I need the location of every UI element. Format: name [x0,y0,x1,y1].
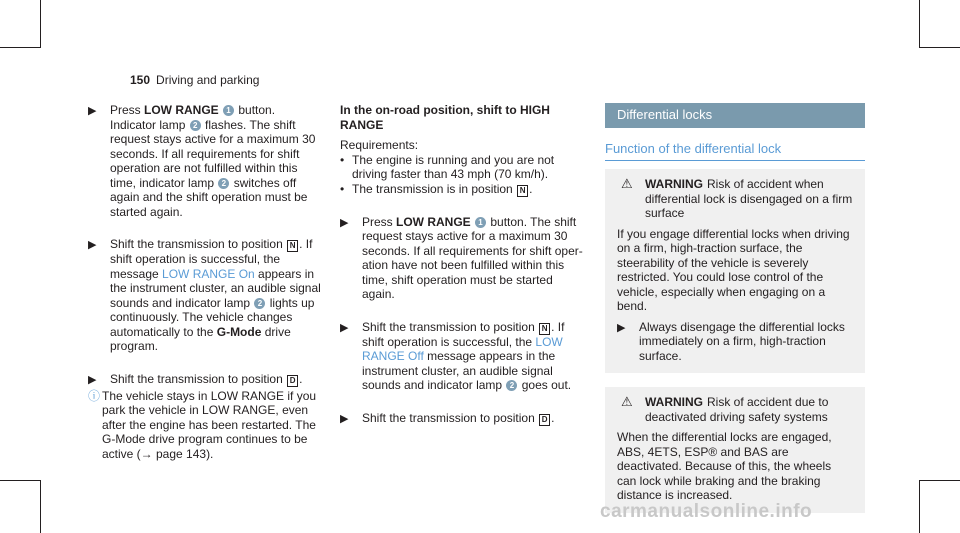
arrow-right-icon: ▶ [88,105,97,117]
gear-n-icon: N [517,185,528,197]
info-note: ⓘ The vehicle stays in LOW RANGE if you park the vehicle in LOW RANGE, even after the engine has been restarted. The G-Mode drive program continues to be active (→ page 143). [88,388,317,461]
gear-n-icon: N [287,240,298,252]
requirements-label: Requirements: [340,138,419,152]
section-title: Differential locks [605,103,865,128]
watermark[interactable]: carmanualsonline.info [600,501,813,522]
step-press-low-range: ▶ Press LOW RANGE 1 button. The shift request stays active for a maximum 30 seconds. If all requirements for shift operation have not been fulfilled within this time, shift operation must be started again. [340,214,583,301]
step-shift-drive: ▶ Shift the transmission to position D . [340,410,555,425]
column-1 [88,103,324,461]
warning-body: When the differential locks are engaged, ABS, 4ETS, ESP® and BAS are deactivated. Because of this, the wheels can lock while braking and the braking distance is increased. [617,430,832,502]
crop-mark [0,480,41,481]
crop-mark [40,0,41,48]
page-header [130,73,259,88]
crop-mark [40,480,41,533]
arrow-right-icon: ▶ [340,216,349,229]
warning-action: ▶ Always disengage the differential locks immediately on a firm, high-traction surface. [617,319,845,363]
info-icon: ⓘ [88,388,101,403]
step-shift-drive: ▶ Shift the transmission to position D . [88,371,303,386]
crop-mark [919,480,920,533]
arrow-right-icon: ▶ [88,239,97,251]
callout-number: 1 [475,217,486,228]
crop-mark [919,0,920,48]
arrow-right-icon: ▶ [88,373,97,386]
gear-d-icon: D [539,414,550,426]
arrow-right-icon: ▶ [340,412,349,425]
crop-mark [0,47,41,48]
crop-mark [919,480,960,481]
gear-n-icon: N [539,323,550,335]
bullet-icon: • [340,181,345,196]
step-shift-neutral: ▶ Shift the transmission to position N . If shift operation is successful, the message LOW RANGE On appears in the instrument cluster, an audible signal sounds and indicator lamp 2 lights up continuously. The vehicle changes automatically to the G-Mode drive program. [88,237,321,353]
display-message: LOW RANGE On [162,266,255,281]
step-press-low-range: ▶ Press LOW RANGE 1 button. Indicator lamp 2 flashes. The shift request stays active for a maximum 30 seconds. If all requirements for shift operation are not fulfilled within this time, indicator lamp 2 switches off again and the shift operation must be started again. [88,103,316,219]
warning-heading: ⚠ WARNING Risk of accident when differential lock is disengaged on a firm surface [621,176,853,220]
display-message: LOW RANGE Off [362,334,563,363]
drive-program-name: G-Mode [216,324,262,339]
requirement-item: • The engine is running and you are not driving faster than 43 mph (70 km/h). [340,152,555,181]
section-heading: In the on-road position, shift to HIGH RANGE [340,103,550,132]
warning-heading: ⚠ WARNING Risk of accident due to deactivated driving safety systems [621,394,829,424]
callout-number: 2 [506,380,517,391]
step-shift-neutral: ▶ Shift the transmission to position N . If shift operation is successful, the LOW RANGE Off message appears in the instrument cluster, an audible signal sounds and indicator lamp 2 goes out. [340,319,572,392]
callout-number: 2 [254,298,265,309]
warning-label: WARNING [645,395,703,409]
arrow-right-icon: ▶ [340,321,349,334]
section-name: Driving and parking [156,73,260,87]
column-2 [340,103,588,444]
gear-d-icon: D [287,375,298,387]
callout-number: 2 [218,178,229,189]
low-range-button-label: LOW RANGE [144,103,219,117]
warning-triangle-icon: ⚠ [621,176,633,191]
requirement-item: • The transmission is in position N . [340,181,533,196]
callout-number: 2 [190,120,201,131]
warning-body: If you engage differential locks when driving on a firm, high-traction surface, the steerability of the vehicle is severely restricted. You could lose control of the vehicle, especially when engaging on a bend. [617,226,850,313]
arrow-right-icon: ▶ [617,321,626,334]
warning-box [605,169,865,373]
callout-number: 1 [223,105,234,116]
column-3 [605,103,865,527]
crop-mark [919,47,960,48]
bullet-icon: • [340,152,345,167]
page-number: 150 [130,73,151,87]
warning-triangle-icon: ⚠ [621,394,633,409]
subsection-title: Function of the differential lock [605,142,865,162]
warning-label: WARNING [645,177,703,191]
warning-box [605,387,865,513]
low-range-button-label: LOW RANGE [396,214,471,229]
